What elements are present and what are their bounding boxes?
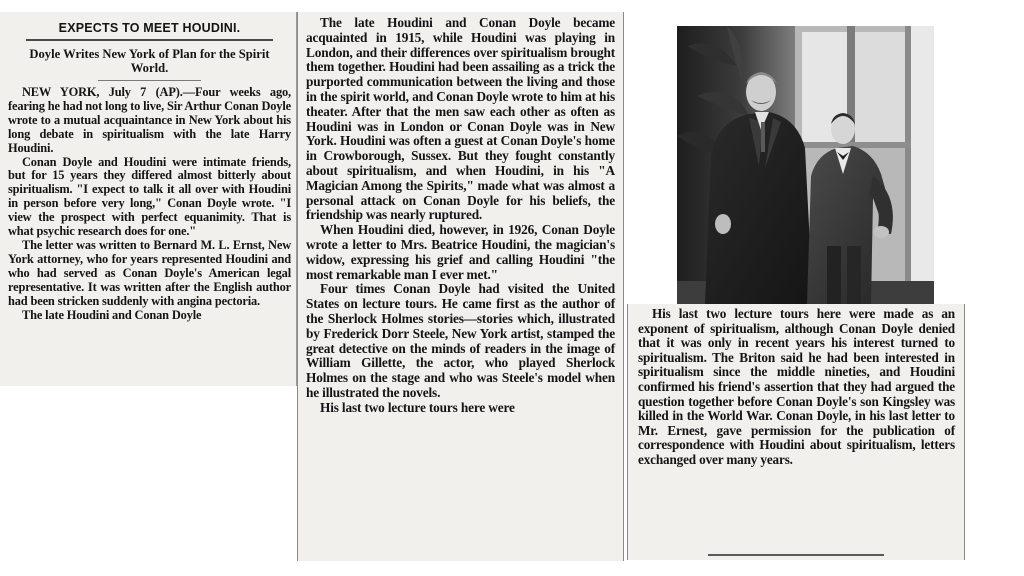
photo-doyle-and-houdini <box>677 26 934 304</box>
article-clipping-middle <box>297 12 624 561</box>
article-end-rule <box>708 554 884 556</box>
article-subhead: Doyle Writes New York of Plan for the Spirit World. <box>29 47 270 75</box>
dateline: NEW YORK, July 7 (AP). <box>22 85 183 99</box>
subhead-rule <box>98 80 201 81</box>
article-paragraph: NEW YORK, July 7 (AP).—Four weeks ago, fearing he had not long to live, Sir Arthur Conan Doyle wrote to a mutual acquaintance in New York about his long debate in spiritualism with the late Harry Houdini. <box>8 85 291 155</box>
article-body-right <box>638 307 955 468</box>
photo-image <box>677 26 934 304</box>
article-paragraph: When Houdini died, however, in 1926, Conan Doyle wrote a letter to Mrs. Beatrice Houdini, the magician's widow, expressing his grief and calling Houdini "the most remarkable man I ever met." <box>306 222 615 282</box>
article-clipping-left <box>0 12 297 386</box>
article-paragraph: His last two lecture tours here were made as an exponent of spiritualism, although Conan Doyle denied that it was only in recent years his interest turned to spiritualism. The Briton said he had been interested in spiritualism since the middle nineties, and Houdini confirmed his friend's assertion that they had argued the question together before Conan Doyle's son Kingsley was killed in the World War. Conan Doyle, in his last letter to Mr. Ernest, gave permission for the publication of correspondence with Houdini about spiritualism, letters exchanged over many years. <box>638 306 955 467</box>
headline-rule <box>26 39 273 41</box>
article-paragraph: Four times Conan Doyle had visited the United States on lecture tours. He came first as the author of the Sherlock Holmes stories—stories which, illustrated by Frederick Dorr Steele, New York artist, stamped the great detective on the minds of readers in the image of William Gillette, the actor, who played Sherlock Holmes on the stage and who was Steele's model when he illustrated the novels. <box>306 281 615 400</box>
article-paragraph-cut: His last two lecture tours here were <box>320 399 515 415</box>
article-headline: EXPECTS TO MEET HOUDINI. <box>58 21 241 35</box>
article-body-middle <box>306 16 615 416</box>
article-paragraph-cut: The late Houdini and Conan Doyle <box>22 307 202 322</box>
article-paragraph: The late Houdini and Conan Doyle became acquainted in 1915, while Houdini was playing in London, and their differences over spiritualism brought them together. Houdini had been assailing as a trick the purported communication between the living and those in the spirit world, and Conan Doyle wrote to him at his theater. After that the men saw each other as often as Houdini was in London or Conan Doyle was in New York. Houdini was often a guest at Conan Doyle's home in Crowborough, Sussex. But they fought constantly about spiritualism, and when Houdini, in his "A Magician Among the Spirits," made what was almost a personal attack on Conan Doyle for his beliefs, the friendship was nearly ruptured. <box>306 15 615 223</box>
article-paragraph: Conan Doyle and Houdini were intimate friends, but for 15 years they differed almost bitterly about spiritualism. "I expect to talk it all over with Houdini in person before very long," Conan Doyle wrote. "I view the prospect with perfect equanimity. That is what psychic research does for one." <box>8 154 291 239</box>
article-clipping-right <box>627 304 965 560</box>
article-body-left <box>8 86 291 322</box>
article-paragraph: The letter was written to Bernard M. L. Ernst, New York attorney, who for years represented Houdini and who had served as Conan Doyle's American legal representative. It was written after the English author had been stricken suddenly with angina pectoria. <box>8 237 291 308</box>
